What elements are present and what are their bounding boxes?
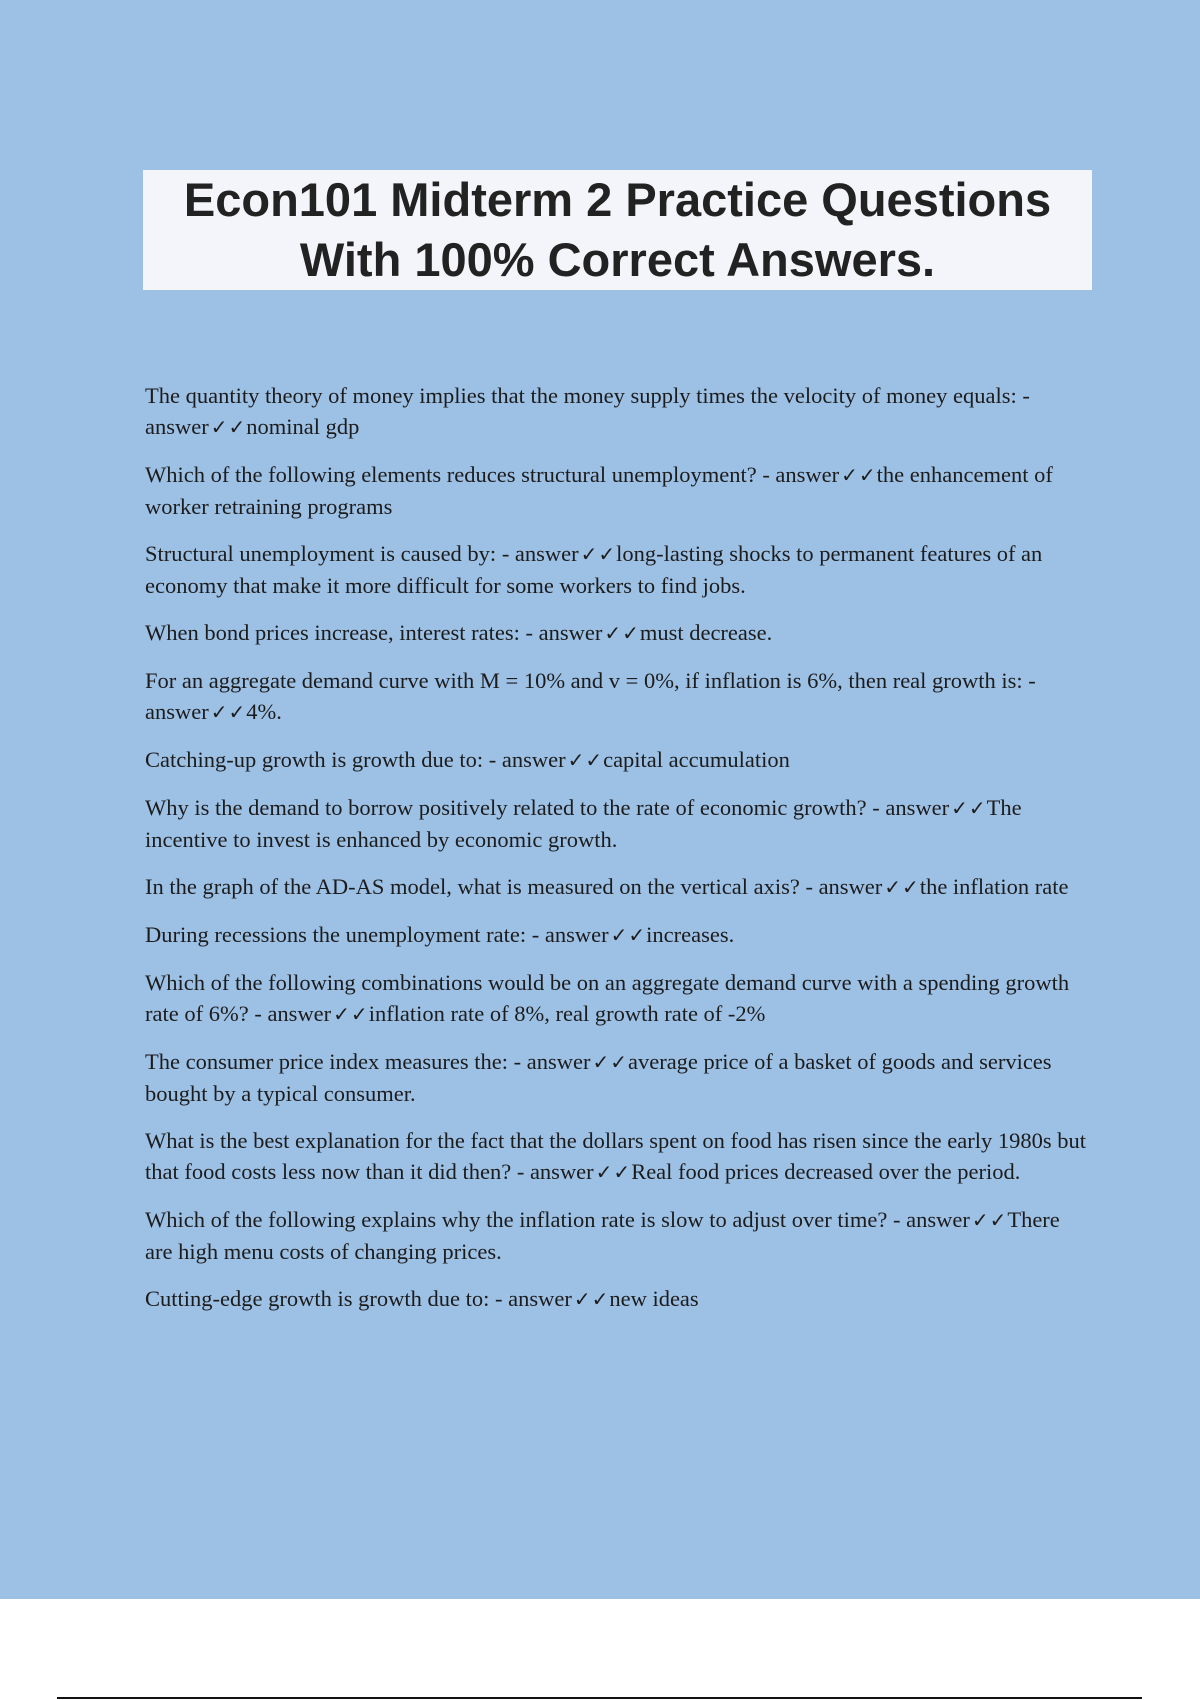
checkmark-icon: ✓✓ <box>210 415 247 439</box>
answer-marker: - answer <box>254 1001 332 1026</box>
answer-text: inflation rate of 8%, real growth rate of -2% <box>368 1001 766 1026</box>
question-text: What is the best explanation for the fact that the dollars spent on food has risen since the early 1980s but that food costs less now than it did then? <box>145 1128 1086 1184</box>
answer-marker: - answer <box>501 541 579 566</box>
question-text: In the graph of the AD-AS model, what is measured on the vertical axis? <box>145 874 800 899</box>
answer-marker: - answer <box>872 795 950 820</box>
answer-text: nominal gdp <box>246 414 360 439</box>
answer-text: The incentive to invest is enhanced by economic growth. <box>145 795 1022 852</box>
answer-marker: - answer <box>516 1159 594 1184</box>
qa-list <box>145 380 1090 1331</box>
qa-item <box>145 665 1090 728</box>
qa-item <box>145 380 1090 443</box>
answer-marker: - answer <box>525 620 603 645</box>
question-text: Which of the following combinations would be on an aggregate demand curve with a spending growth rate of 6%? <box>145 970 1070 1026</box>
question-text: Structural unemployment is caused by: <box>145 541 497 566</box>
qa-item <box>145 919 1090 951</box>
question-text: The quantity theory of money implies that the money supply times the velocity of money equals: <box>145 383 1017 408</box>
answer-marker: - answer <box>145 668 1036 724</box>
qa-item <box>145 1204 1090 1267</box>
title-box <box>143 170 1092 290</box>
answer-marker: - answer <box>805 874 883 899</box>
answer-marker: - answer <box>488 747 566 772</box>
answer-text: Real food prices decreased over the period. <box>631 1159 1021 1184</box>
question-text: Which of the following explains why the inflation rate is slow to adjust over time? <box>145 1207 888 1232</box>
question-text: Why is the demand to borrow positively related to the rate of economic growth? <box>145 795 867 820</box>
answer-text: average price of a basket of goods and services bought by a typical consumer. <box>145 1049 1052 1106</box>
answer-marker: - answer <box>145 383 1030 439</box>
question-text: The consumer price index measures the: <box>145 1049 508 1074</box>
answer-text: long-lasting shocks to permanent features of an economy that make it more difficult for some workers to find jobs. <box>145 541 1043 598</box>
checkmark-icon: ✓✓ <box>884 875 920 899</box>
question-text: Cutting-edge growth is growth due to: <box>145 1286 490 1311</box>
checkmark-icon: ✓✓ <box>841 463 877 487</box>
answer-marker: - answer <box>762 462 840 487</box>
qa-item <box>145 967 1090 1030</box>
qa-item <box>145 871 1090 903</box>
answer-marker: - answer <box>494 1286 572 1311</box>
answer-text: increases. <box>646 922 735 947</box>
document-title: Econ101 Midterm 2 Practice Questions With 100% Correct Answers. <box>183 173 1052 286</box>
checkmark-icon: ✓✓ <box>604 621 640 645</box>
qa-item <box>145 538 1090 601</box>
checkmark-icon: ✓✓ <box>567 748 604 772</box>
checkmark-icon: ✓✓ <box>971 1208 1008 1232</box>
answer-text: 4%. <box>246 699 282 724</box>
question-text: For an aggregate demand curve with M = 10% and v = 0%, if inflation is 6%, then real growth is: <box>145 668 1023 693</box>
answer-text: the enhancement of worker retraining programs <box>145 462 1053 519</box>
qa-item <box>145 1283 1090 1315</box>
answer-marker: - answer <box>513 1049 591 1074</box>
answer-text: must decrease. <box>639 620 773 645</box>
checkmark-icon: ✓✓ <box>610 923 647 947</box>
qa-item <box>145 459 1090 522</box>
answer-text: new ideas <box>609 1286 699 1311</box>
question-text: Catching-up growth is growth due to: <box>145 747 484 772</box>
qa-item <box>145 1125 1090 1188</box>
checkmark-icon: ✓✓ <box>210 700 247 724</box>
question-text: Which of the following elements reduces structural unemployment? <box>145 462 757 487</box>
checkmark-icon: ✓✓ <box>333 1002 369 1026</box>
answer-text: There are high menu costs of changing prices. <box>145 1207 1060 1264</box>
qa-item <box>145 617 1090 649</box>
checkmark-icon: ✓✓ <box>580 542 617 566</box>
checkmark-icon: ✓✓ <box>951 796 987 820</box>
checkmark-icon: ✓✓ <box>592 1050 628 1074</box>
qa-item <box>145 744 1090 776</box>
answer-marker: - answer <box>531 922 609 947</box>
question-text: During recessions the unemployment rate: <box>145 922 527 947</box>
checkmark-icon: ✓✓ <box>573 1287 610 1311</box>
qa-item <box>145 1046 1090 1109</box>
answer-marker: - answer <box>892 1207 970 1232</box>
footer-rule <box>57 1697 1142 1699</box>
answer-text: capital accumulation <box>603 747 790 772</box>
question-text: When bond prices increase, interest rates: <box>145 620 520 645</box>
answer-text: the inflation rate <box>919 874 1069 899</box>
qa-item <box>145 792 1090 855</box>
checkmark-icon: ✓✓ <box>595 1160 632 1184</box>
